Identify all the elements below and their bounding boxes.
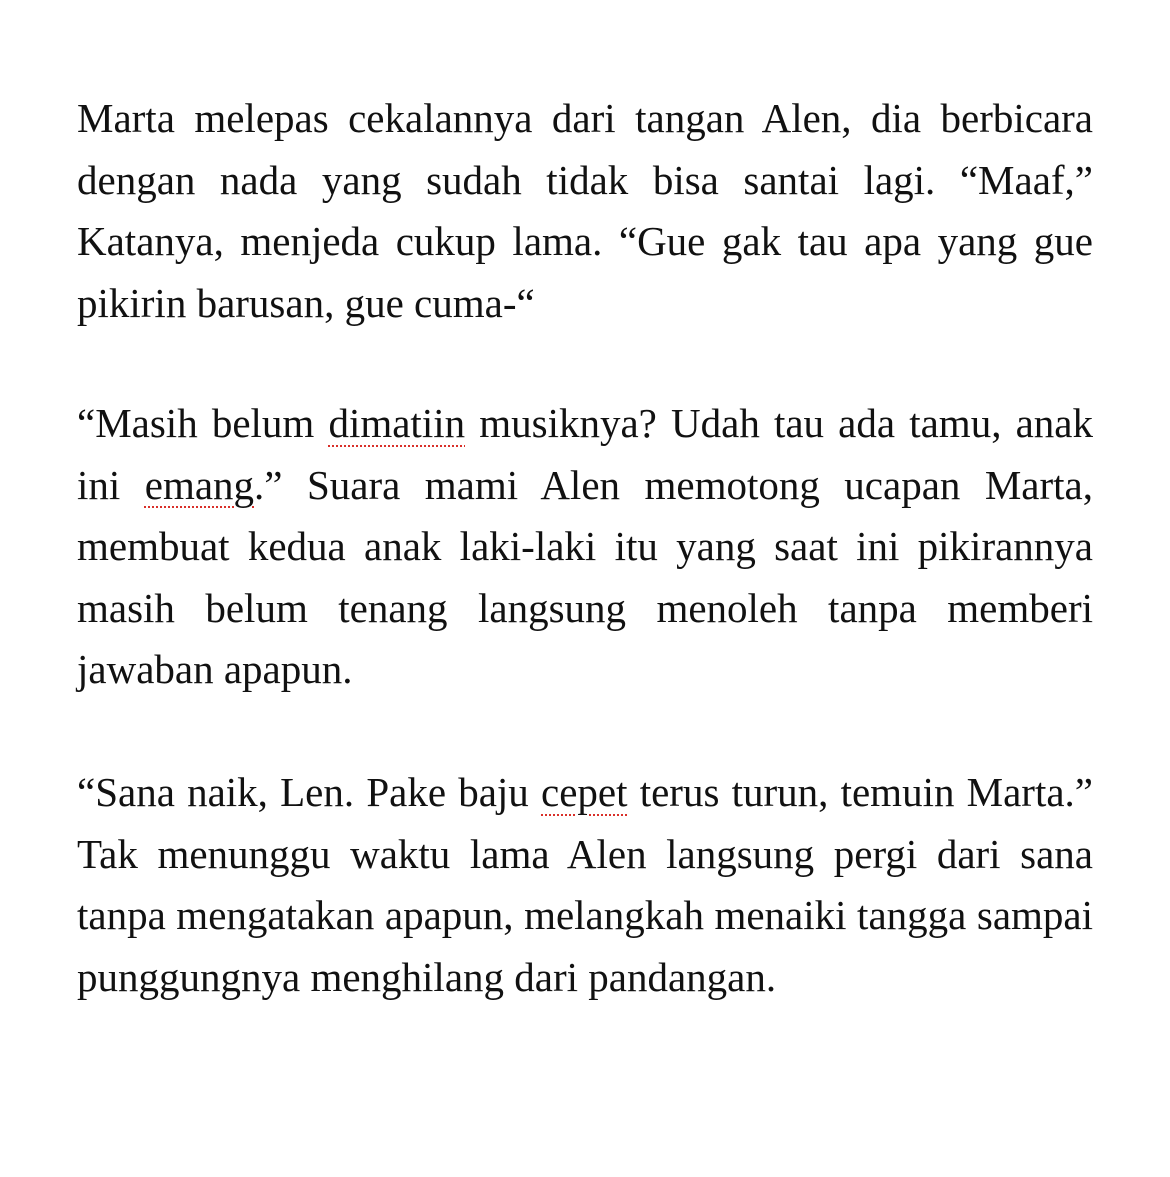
paragraph-2-text-c: .” Suara mami Alen memotong ucapan Marta, membuat kedua anak laki-laki itu yang saat ini pikirannya masih belum tenang langsung menoleh tanpa memberi jawaban apapun. [77,461,1093,692]
paragraph-1 [77,88,1093,334]
paragraph-3-text-a: “Sana naik, Len. Pake baju [77,769,542,815]
paragraph-1-text: Marta melepas cekalannya dari tangan Alen, dia berbicara dengan nada yang sudah tidak bisa santai lagi. “Maaf,” Katanya, menjeda cukup lama. “Gue gak tau apa yang gue pikirin barusan, gue cuma-“ [77,95,1093,326]
paragraph-2-text-b: musiknya? Udah tau ada tamu, anak ini [77,400,1093,508]
paragraph-3-text-b: terus turun, temuin Marta.” Tak menunggu waktu lama Alen langsung pergi dari sana tanpa mengatakan apapun, melangkah menaiki tangga sampai punggungnya menghilang dari pandangan. [77,769,1093,1000]
misspelled-word-emang[interactable]: emang [144,461,255,508]
paragraph-2 [77,393,1093,701]
paragraph-3 [77,762,1093,1008]
misspelled-word-dimatiin[interactable]: dimatiin [328,400,466,446]
misspelled-word-cepet[interactable]: cepet [541,769,628,815]
paragraph-2-text-a: “Masih belum [77,400,329,446]
